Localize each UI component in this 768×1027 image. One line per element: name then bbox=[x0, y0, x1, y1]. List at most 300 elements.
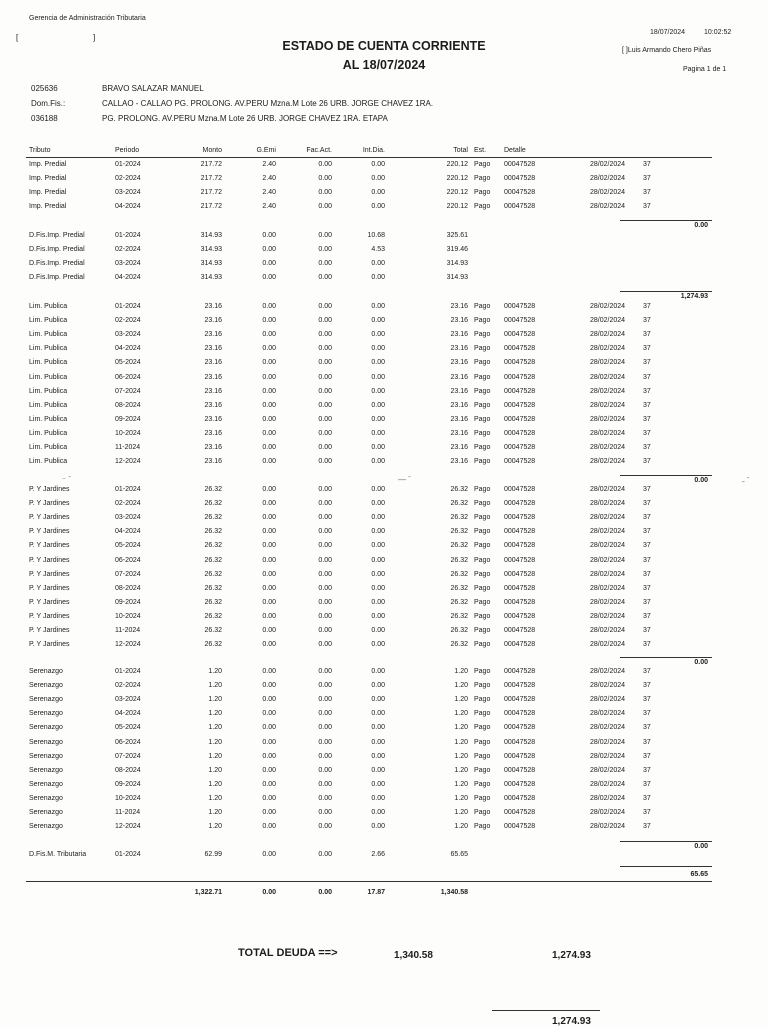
cell-gemi: 0.00 bbox=[262, 794, 276, 802]
cell-tributo: Lim. Publica bbox=[29, 373, 68, 381]
cell-gemi: 0.00 bbox=[262, 514, 276, 522]
cell-gemi: 0.00 bbox=[262, 710, 276, 718]
cell-tributo: P. Y Jardines bbox=[29, 528, 70, 536]
cell-periodo: 07-2024 bbox=[115, 387, 141, 395]
cell-monto: 1.20 bbox=[208, 668, 222, 675]
cell-estado: Pago bbox=[474, 682, 491, 690]
cell-intdia: 0.00 bbox=[371, 161, 385, 168]
grand-facact: 0.00 bbox=[318, 889, 332, 896]
table-row bbox=[0, 500, 768, 514]
cell-recibo: 00047528 bbox=[504, 598, 536, 606]
cell-fecha: 28/02/2024 bbox=[590, 752, 626, 760]
cell-tributo: Serenazgo bbox=[29, 794, 63, 802]
cell-estado: Pago bbox=[474, 809, 491, 816]
table-row bbox=[0, 571, 768, 585]
cell-tributo: P. Y Jardines bbox=[29, 570, 70, 578]
cell-total: 1.20 bbox=[454, 682, 468, 690]
subtotal-divider bbox=[620, 657, 712, 658]
cell-intdia: 0.00 bbox=[371, 823, 385, 831]
cell-estado: Pago bbox=[474, 780, 491, 788]
cell-total: 1.20 bbox=[454, 794, 468, 802]
cell-gemi: 0.00 bbox=[262, 668, 276, 675]
page-number: Pagina 1 de 1 bbox=[683, 66, 727, 73]
cell-fecha: 28/02/2024 bbox=[590, 161, 626, 168]
cell-facact: 0.00 bbox=[318, 175, 332, 183]
cell-fecha: 28/02/2024 bbox=[590, 373, 626, 381]
cell-tributo: Lim. Publica bbox=[29, 444, 68, 451]
cell-estado: Pago bbox=[474, 175, 491, 183]
cell-intdia: 0.00 bbox=[371, 584, 385, 592]
cell-tributo: D.Fis.Imp. Predial bbox=[29, 232, 85, 239]
cell-gemi: 0.00 bbox=[262, 738, 276, 746]
cell-estado: Pago bbox=[474, 444, 491, 451]
cell-caja: 37 bbox=[643, 668, 651, 675]
cell-intdia: 0.00 bbox=[371, 387, 385, 395]
cell-facact: 0.00 bbox=[318, 401, 332, 409]
cell-total: 1.20 bbox=[454, 724, 468, 732]
cell-estado: Pago bbox=[474, 359, 491, 367]
cell-fecha: 28/02/2024 bbox=[590, 387, 626, 395]
cell-estado: Pago bbox=[474, 584, 491, 592]
cell-fecha: 28/02/2024 bbox=[590, 823, 626, 831]
cell-total: 23.16 bbox=[450, 317, 468, 325]
cell-facact: 0.00 bbox=[318, 260, 332, 268]
table-row bbox=[0, 668, 768, 682]
cell-gemi: 0.00 bbox=[262, 429, 276, 437]
cell-gemi: 0.00 bbox=[262, 317, 276, 325]
cell-periodo: 02-2024 bbox=[115, 246, 141, 254]
cell-caja: 37 bbox=[643, 444, 651, 451]
col-tributo: Tributo bbox=[29, 147, 51, 154]
header-divider bbox=[26, 157, 712, 158]
cell-fecha: 28/02/2024 bbox=[590, 668, 626, 675]
cell-gemi: 2.40 bbox=[262, 161, 276, 168]
cell-facact: 0.00 bbox=[318, 189, 332, 197]
cell-gemi: 0.00 bbox=[262, 780, 276, 788]
cell-recibo: 00047528 bbox=[504, 486, 536, 493]
cell-total: 23.16 bbox=[450, 331, 468, 339]
cell-caja: 37 bbox=[643, 387, 651, 395]
cell-facact: 0.00 bbox=[318, 752, 332, 760]
cell-tributo: Imp. Predial bbox=[29, 203, 67, 211]
cell-intdia: 0.00 bbox=[371, 724, 385, 732]
col-periodo: Periodo bbox=[115, 147, 140, 154]
cell-total: 1.20 bbox=[454, 668, 468, 675]
cell-facact: 0.00 bbox=[318, 696, 332, 704]
cell-total: 220.12 bbox=[446, 175, 468, 183]
section-subtotal: 0.00 bbox=[694, 222, 708, 229]
cell-facact: 0.00 bbox=[318, 570, 332, 578]
cell-estado: Pago bbox=[474, 500, 491, 508]
subtotal-divider bbox=[620, 475, 712, 476]
cell-fecha: 28/02/2024 bbox=[590, 203, 626, 211]
cell-intdia: 0.00 bbox=[371, 668, 385, 675]
cell-intdia: 0.00 bbox=[371, 514, 385, 522]
cell-intdia: 0.00 bbox=[371, 415, 385, 423]
cell-facact: 0.00 bbox=[318, 359, 332, 367]
cell-periodo: 10-2024 bbox=[115, 612, 141, 620]
cell-tributo: Lim. Publica bbox=[29, 387, 68, 395]
cell-intdia: 0.00 bbox=[371, 500, 385, 508]
cell-tributo: Lim. Publica bbox=[29, 415, 68, 423]
cell-tributo: Serenazgo bbox=[29, 780, 63, 788]
cell-tributo: P. Y Jardines bbox=[29, 598, 70, 606]
cell-gemi: 0.00 bbox=[262, 696, 276, 704]
table-row bbox=[0, 345, 768, 359]
cell-gemi: 0.00 bbox=[262, 260, 276, 268]
table-row bbox=[0, 627, 768, 641]
cell-facact: 0.00 bbox=[318, 161, 332, 168]
cell-estado: Pago bbox=[474, 766, 491, 774]
table-row bbox=[0, 388, 768, 402]
cell-gemi: 0.00 bbox=[262, 584, 276, 592]
bracket-left: [ bbox=[16, 33, 19, 42]
cell-total: 220.12 bbox=[446, 161, 468, 168]
table-row bbox=[0, 641, 768, 655]
cell-recibo: 00047528 bbox=[504, 641, 536, 649]
cell-total: 1.20 bbox=[454, 809, 468, 816]
grand-total: 1,340.58 bbox=[440, 889, 468, 896]
cell-periodo: 03-2024 bbox=[115, 331, 141, 339]
cell-gemi: 0.00 bbox=[262, 598, 276, 606]
cell-intdia: 0.00 bbox=[371, 528, 385, 536]
cell-total: 314.93 bbox=[446, 274, 468, 282]
cell-periodo: 09-2024 bbox=[115, 598, 141, 606]
table-row bbox=[0, 359, 768, 373]
cell-recibo: 00047528 bbox=[504, 458, 536, 466]
cell-tributo: Lim. Publica bbox=[29, 317, 68, 325]
cell-recibo: 00047528 bbox=[504, 175, 536, 183]
cell-total: 26.32 bbox=[450, 598, 468, 606]
cell-monto: 1.20 bbox=[208, 710, 222, 718]
cell-caja: 37 bbox=[643, 752, 651, 760]
cell-fecha: 28/02/2024 bbox=[590, 528, 626, 536]
total-deuda-label: TOTAL DEUDA ==> bbox=[238, 947, 338, 959]
table-row bbox=[0, 599, 768, 613]
cell-estado: Pago bbox=[474, 556, 491, 564]
cell-caja: 37 bbox=[643, 794, 651, 802]
cell-facact: 0.00 bbox=[318, 373, 332, 381]
cell-monto: 1.20 bbox=[208, 752, 222, 760]
cell-intdia: 0.00 bbox=[371, 627, 385, 634]
cell-intdia: 0.00 bbox=[371, 331, 385, 339]
cell-fecha: 28/02/2024 bbox=[590, 514, 626, 522]
cell-gemi: 0.00 bbox=[262, 612, 276, 620]
cell-periodo: 01-2024 bbox=[115, 851, 141, 858]
cell-estado: Pago bbox=[474, 696, 491, 704]
cell-total: 1.20 bbox=[454, 752, 468, 760]
cell-tributo: Lim. Publica bbox=[29, 331, 68, 339]
cell-caja: 37 bbox=[643, 809, 651, 816]
cell-gemi: 2.40 bbox=[262, 175, 276, 183]
cell-recibo: 00047528 bbox=[504, 668, 536, 675]
column-header-row bbox=[0, 147, 768, 161]
cell-facact: 0.00 bbox=[318, 584, 332, 592]
predio-address: PG. PROLONG. AV.PERU Mzna.M Lote 26 URB. JORGE CHAVEZ 1RA. ETAPA bbox=[102, 114, 388, 123]
cell-estado: Pago bbox=[474, 612, 491, 620]
cell-gemi: 0.00 bbox=[262, 415, 276, 423]
cell-recibo: 00047528 bbox=[504, 584, 536, 592]
cell-facact: 0.00 bbox=[318, 500, 332, 508]
cell-total: 1.20 bbox=[454, 696, 468, 704]
table-row bbox=[0, 781, 768, 795]
cell-recibo: 00047528 bbox=[504, 794, 536, 802]
cell-total: 1.20 bbox=[454, 766, 468, 774]
cell-tributo: Imp. Predial bbox=[29, 189, 67, 197]
cell-estado: Pago bbox=[474, 189, 491, 197]
cell-periodo: 06-2024 bbox=[115, 373, 141, 381]
cell-intdia: 0.00 bbox=[371, 401, 385, 409]
section-subtotal: 0.00 bbox=[694, 477, 708, 484]
cell-caja: 37 bbox=[643, 458, 651, 466]
cell-gemi: 0.00 bbox=[262, 486, 276, 493]
table-row bbox=[0, 317, 768, 331]
cell-gemi: 0.00 bbox=[262, 401, 276, 409]
cell-periodo: 10-2024 bbox=[115, 429, 141, 437]
cell-monto: 217.72 bbox=[200, 175, 222, 183]
cell-fecha: 28/02/2024 bbox=[590, 641, 626, 649]
cell-periodo: 08-2024 bbox=[115, 766, 141, 774]
cell-facact: 0.00 bbox=[318, 542, 332, 550]
cell-gemi: 0.00 bbox=[262, 373, 276, 381]
cell-fecha: 28/02/2024 bbox=[590, 542, 626, 550]
col-detalle: Detalle bbox=[504, 147, 526, 154]
bottom-total: 1,274.93 bbox=[552, 1016, 591, 1027]
cell-caja: 37 bbox=[643, 738, 651, 746]
cell-caja: 37 bbox=[643, 584, 651, 592]
cell-intdia: 0.00 bbox=[371, 570, 385, 578]
cell-fecha: 28/02/2024 bbox=[590, 766, 626, 774]
cell-intdia: 0.00 bbox=[371, 809, 385, 816]
cell-periodo: 07-2024 bbox=[115, 570, 141, 578]
cell-monto: 1.20 bbox=[208, 724, 222, 732]
cell-total: 26.32 bbox=[450, 584, 468, 592]
col-intdia: Int.Dia. bbox=[362, 147, 385, 154]
cell-tributo: Serenazgo bbox=[29, 752, 63, 760]
cell-estado: Pago bbox=[474, 161, 491, 168]
cell-estado: Pago bbox=[474, 514, 491, 522]
predio-code: 036188 bbox=[31, 114, 58, 123]
cell-tributo: Lim. Publica bbox=[29, 359, 68, 367]
cell-gemi: 0.00 bbox=[262, 458, 276, 466]
cell-periodo: 06-2024 bbox=[115, 556, 141, 564]
cell-tributo: D.Fis.Imp. Predial bbox=[29, 274, 85, 282]
cell-gemi: 0.00 bbox=[262, 823, 276, 831]
subtotal-divider bbox=[620, 291, 712, 292]
cell-monto: 26.32 bbox=[204, 514, 222, 522]
col-total: Total bbox=[453, 147, 468, 154]
cell-estado: Pago bbox=[474, 724, 491, 732]
subtotal-divider bbox=[620, 866, 712, 867]
cell-intdia: 0.00 bbox=[371, 203, 385, 211]
cell-total: 23.16 bbox=[450, 359, 468, 367]
cell-monto: 1.20 bbox=[208, 809, 222, 816]
cell-intdia: 0.00 bbox=[371, 752, 385, 760]
cell-estado: Pago bbox=[474, 429, 491, 437]
table-row bbox=[0, 203, 768, 217]
cell-intdia: 0.00 bbox=[371, 598, 385, 606]
cell-estado: Pago bbox=[474, 387, 491, 395]
cell-monto: 1.20 bbox=[208, 823, 222, 831]
cell-intdia: 0.00 bbox=[371, 641, 385, 649]
cell-tributo: P. Y Jardines bbox=[29, 641, 70, 649]
cell-monto: 314.93 bbox=[200, 274, 222, 282]
cell-monto: 62.99 bbox=[204, 851, 222, 858]
cell-gemi: 0.00 bbox=[262, 387, 276, 395]
cell-recibo: 00047528 bbox=[504, 809, 536, 816]
cell-total: 26.32 bbox=[450, 528, 468, 536]
cell-caja: 37 bbox=[643, 161, 651, 168]
cell-estado: Pago bbox=[474, 641, 491, 649]
cell-fecha: 28/02/2024 bbox=[590, 175, 626, 183]
cell-tributo: Serenazgo bbox=[29, 738, 63, 746]
cell-recibo: 00047528 bbox=[504, 542, 536, 550]
cell-monto: 314.93 bbox=[200, 246, 222, 254]
table-row bbox=[0, 232, 768, 246]
cell-caja: 37 bbox=[643, 359, 651, 367]
cell-total: 319.46 bbox=[446, 246, 468, 254]
cell-caja: 37 bbox=[643, 345, 651, 353]
cell-estado: Pago bbox=[474, 542, 491, 550]
cell-recibo: 00047528 bbox=[504, 766, 536, 774]
cell-recibo: 00047528 bbox=[504, 317, 536, 325]
cell-estado: Pago bbox=[474, 668, 491, 675]
table-row bbox=[0, 795, 768, 809]
cell-periodo: 12-2024 bbox=[115, 823, 141, 831]
cell-tributo: P. Y Jardines bbox=[29, 612, 70, 620]
cell-estado: Pago bbox=[474, 528, 491, 536]
totals-divider bbox=[26, 881, 712, 882]
cell-monto: 23.16 bbox=[204, 359, 222, 367]
cell-fecha: 28/02/2024 bbox=[590, 724, 626, 732]
cell-caja: 37 bbox=[643, 373, 651, 381]
cell-recibo: 00047528 bbox=[504, 627, 536, 634]
cell-caja: 37 bbox=[643, 429, 651, 437]
cell-caja: 37 bbox=[643, 710, 651, 718]
cell-gemi: 0.00 bbox=[262, 444, 276, 451]
cell-recibo: 00047528 bbox=[504, 345, 536, 353]
subtotal-divider bbox=[620, 841, 712, 842]
cell-estado: Pago bbox=[474, 317, 491, 325]
cell-monto: 23.16 bbox=[204, 415, 222, 423]
table-row bbox=[0, 753, 768, 767]
cell-gemi: 2.40 bbox=[262, 189, 276, 197]
table-row bbox=[0, 528, 768, 542]
cell-total: 26.32 bbox=[450, 500, 468, 508]
cell-recibo: 00047528 bbox=[504, 500, 536, 508]
grand-gemi: 0.00 bbox=[262, 889, 276, 896]
cell-intdia: 0.00 bbox=[371, 175, 385, 183]
table-row bbox=[0, 161, 768, 175]
cell-total: 23.16 bbox=[450, 401, 468, 409]
cell-monto: 23.16 bbox=[204, 429, 222, 437]
print-date: 18/07/2024 bbox=[650, 29, 686, 36]
cell-tributo: Imp. Predial bbox=[29, 175, 67, 183]
cell-caja: 37 bbox=[643, 612, 651, 620]
cell-fecha: 28/02/2024 bbox=[590, 359, 626, 367]
cell-monto: 1.20 bbox=[208, 766, 222, 774]
table-row bbox=[0, 514, 768, 528]
cell-caja: 37 bbox=[643, 203, 651, 211]
cell-estado: Pago bbox=[474, 570, 491, 578]
cell-estado: Pago bbox=[474, 794, 491, 802]
cell-caja: 37 bbox=[643, 682, 651, 690]
cell-tributo: Lim. Publica bbox=[29, 429, 68, 437]
cell-intdia: 0.00 bbox=[371, 794, 385, 802]
grand-monto: 1,322.71 bbox=[194, 889, 222, 896]
cell-monto: 26.32 bbox=[204, 542, 222, 550]
cell-recibo: 00047528 bbox=[504, 444, 536, 451]
cell-facact: 0.00 bbox=[318, 429, 332, 437]
cell-tributo: D.Fis.Imp. Predial bbox=[29, 246, 85, 254]
table-row bbox=[0, 724, 768, 738]
cell-recibo: 00047528 bbox=[504, 331, 536, 339]
cell-periodo: 11-2024 bbox=[115, 627, 141, 634]
cell-fecha: 28/02/2024 bbox=[590, 556, 626, 564]
cell-recibo: 00047528 bbox=[504, 823, 536, 831]
cell-recibo: 00047528 bbox=[504, 189, 536, 197]
cell-tributo: Serenazgo bbox=[29, 766, 63, 774]
cell-fecha: 28/02/2024 bbox=[590, 458, 626, 466]
cell-fecha: 28/02/2024 bbox=[590, 738, 626, 746]
cell-monto: 26.32 bbox=[204, 627, 222, 634]
cell-facact: 0.00 bbox=[318, 851, 332, 858]
cell-caja: 37 bbox=[643, 724, 651, 732]
table-row bbox=[0, 851, 768, 865]
cell-facact: 0.00 bbox=[318, 710, 332, 718]
cell-recibo: 00047528 bbox=[504, 612, 536, 620]
cell-intdia: 0.00 bbox=[371, 612, 385, 620]
table-row bbox=[0, 557, 768, 571]
cell-total: 26.32 bbox=[450, 486, 468, 493]
cell-total: 23.16 bbox=[450, 303, 468, 310]
cell-gemi: 0.00 bbox=[262, 542, 276, 550]
section-subtotal: 65.65 bbox=[690, 871, 708, 878]
cell-facact: 0.00 bbox=[318, 682, 332, 690]
cell-fecha: 28/02/2024 bbox=[590, 612, 626, 620]
cell-estado: Pago bbox=[474, 598, 491, 606]
cell-periodo: 10-2024 bbox=[115, 794, 141, 802]
stray-mark: ˗ ˉ bbox=[742, 476, 750, 485]
cell-fecha: 28/02/2024 bbox=[590, 429, 626, 437]
table-row bbox=[0, 739, 768, 753]
cell-facact: 0.00 bbox=[318, 668, 332, 675]
cell-tributo: D.Fis.Imp. Predial bbox=[29, 260, 85, 268]
cell-total: 26.32 bbox=[450, 542, 468, 550]
cell-total: 23.16 bbox=[450, 345, 468, 353]
cell-gemi: 0.00 bbox=[262, 246, 276, 254]
cell-fecha: 28/02/2024 bbox=[590, 682, 626, 690]
cell-gemi: 0.00 bbox=[262, 682, 276, 690]
cell-gemi: 0.00 bbox=[262, 232, 276, 239]
cell-total: 26.32 bbox=[450, 641, 468, 649]
cell-caja: 37 bbox=[643, 401, 651, 409]
table-row bbox=[0, 486, 768, 500]
cell-caja: 37 bbox=[643, 514, 651, 522]
cell-facact: 0.00 bbox=[318, 738, 332, 746]
cell-periodo: 01-2024 bbox=[115, 232, 141, 239]
table-row bbox=[0, 246, 768, 260]
table-row bbox=[0, 175, 768, 189]
cell-caja: 37 bbox=[643, 823, 651, 831]
cell-total: 26.32 bbox=[450, 556, 468, 564]
table-row bbox=[0, 444, 768, 458]
cell-tributo: Serenazgo bbox=[29, 710, 63, 718]
cell-total: 23.16 bbox=[450, 429, 468, 437]
table-row bbox=[0, 331, 768, 345]
cell-caja: 37 bbox=[643, 303, 651, 310]
cell-facact: 0.00 bbox=[318, 415, 332, 423]
